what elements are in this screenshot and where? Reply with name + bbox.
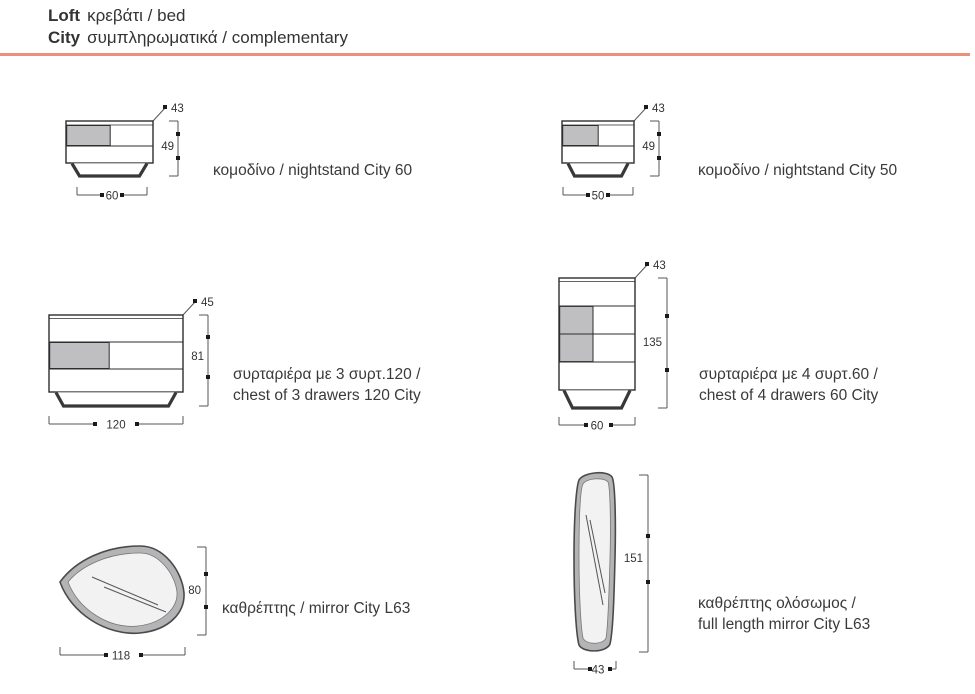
dim-dot bbox=[163, 105, 167, 109]
width-dimension-bracket bbox=[60, 647, 185, 663]
series-subtitle: κρεβάτι / bed bbox=[87, 6, 186, 25]
product-label-chest-120 bbox=[233, 364, 421, 406]
depth-dimension: 45 bbox=[201, 297, 214, 309]
height-dimension-bracket bbox=[624, 475, 650, 652]
height-dimension-bracket bbox=[643, 278, 669, 408]
height-dimension-bracket bbox=[188, 547, 208, 635]
width-dimension: 43 bbox=[591, 664, 605, 677]
page-header bbox=[48, 5, 348, 48]
width-dimension-bracket bbox=[574, 661, 616, 677]
depth-leader-line bbox=[153, 108, 165, 121]
product-label-mirror bbox=[222, 598, 410, 619]
width-dimension: 60 bbox=[590, 420, 604, 433]
width-dimension-bracket bbox=[49, 416, 183, 432]
drawer-front-gray-1 bbox=[560, 306, 593, 334]
label-line-1: καθρέπτης / mirror City L63 bbox=[222, 600, 411, 617]
mirror-drawing bbox=[48, 533, 233, 668]
plinth bbox=[564, 390, 630, 408]
divider-line bbox=[0, 53, 970, 56]
width-dimension: 118 bbox=[111, 650, 131, 663]
drawer-front-gray bbox=[67, 126, 111, 146]
depth-leader-line bbox=[635, 265, 647, 278]
label-line-2: full length mirror City L63 bbox=[698, 616, 871, 633]
nightstand-50-drawing bbox=[542, 92, 717, 217]
dim-dot bbox=[644, 105, 648, 109]
height-dimension: 81 bbox=[191, 351, 204, 363]
mirror-figure bbox=[48, 533, 233, 668]
header-line-2 bbox=[48, 27, 348, 49]
product-label-chest-60 bbox=[699, 364, 878, 406]
nightstand-50-figure bbox=[542, 92, 717, 217]
collection-name: City bbox=[48, 27, 81, 47]
nightstand-60-figure bbox=[50, 92, 225, 217]
label-line-1: κομοδίνο / nightstand City 60 bbox=[213, 162, 413, 179]
plinth bbox=[56, 392, 176, 406]
height-dimension-bracket bbox=[161, 121, 180, 176]
nightstand-60-drawing bbox=[50, 92, 225, 217]
width-dimension-bracket bbox=[563, 187, 633, 203]
width-dimension: 120 bbox=[106, 419, 126, 432]
series-name: Loft bbox=[48, 6, 81, 25]
depth-leader-line bbox=[183, 302, 195, 315]
width-dimension: 60 bbox=[105, 190, 119, 203]
height-dimension: 80 bbox=[188, 585, 201, 597]
height-dimension: 49 bbox=[642, 141, 655, 153]
label-line-2: chest of 3 drawers 120 City bbox=[233, 387, 421, 404]
label-line-1: συρταριέρα με 3 συρτ.120 / bbox=[233, 366, 421, 383]
chest-60-figure bbox=[545, 253, 705, 443]
product-label-nightstand-60 bbox=[213, 160, 412, 181]
label-line-1: καθρέπτης ολόσωμος / bbox=[698, 595, 856, 612]
full-mirror-drawing bbox=[553, 463, 683, 678]
chest-60-drawing bbox=[545, 253, 705, 443]
full-mirror-figure bbox=[553, 463, 683, 678]
height-dimension: 135 bbox=[642, 337, 662, 349]
height-dimension-bracket bbox=[642, 121, 661, 176]
width-dimension-bracket bbox=[77, 187, 147, 203]
drawer-front-gray-2 bbox=[560, 334, 593, 362]
width-dimension-bracket bbox=[559, 417, 635, 433]
label-line-2: chest of 4 drawers 60 City bbox=[699, 387, 879, 404]
dim-dot bbox=[645, 262, 649, 266]
collection-subtitle: συμπληρωματικά / complementary bbox=[87, 27, 348, 47]
chest-120-drawing bbox=[30, 283, 245, 438]
plinth bbox=[72, 163, 147, 176]
chest-120-figure bbox=[30, 283, 245, 438]
product-label-nightstand-50 bbox=[698, 160, 897, 181]
label-line-1: συρταριέρα με 4 συρτ.60 / bbox=[699, 366, 878, 383]
label-line-1: κομοδίνο / nightstand City 50 bbox=[698, 162, 898, 179]
height-dimension: 151 bbox=[623, 553, 643, 565]
width-dimension: 50 bbox=[591, 190, 605, 203]
plinth bbox=[568, 163, 628, 176]
depth-dimension: 43 bbox=[652, 103, 665, 115]
header-line-1 bbox=[48, 5, 348, 27]
depth-dimension: 43 bbox=[653, 260, 666, 272]
dim-dot bbox=[193, 299, 197, 303]
drawer-front-gray bbox=[563, 126, 599, 146]
depth-leader-line bbox=[634, 108, 646, 121]
drawer-front-gray bbox=[50, 343, 109, 369]
product-label-full-mirror bbox=[698, 593, 870, 635]
depth-dimension: 43 bbox=[171, 103, 184, 115]
height-dimension: 49 bbox=[161, 141, 174, 153]
height-dimension-bracket bbox=[191, 315, 210, 406]
